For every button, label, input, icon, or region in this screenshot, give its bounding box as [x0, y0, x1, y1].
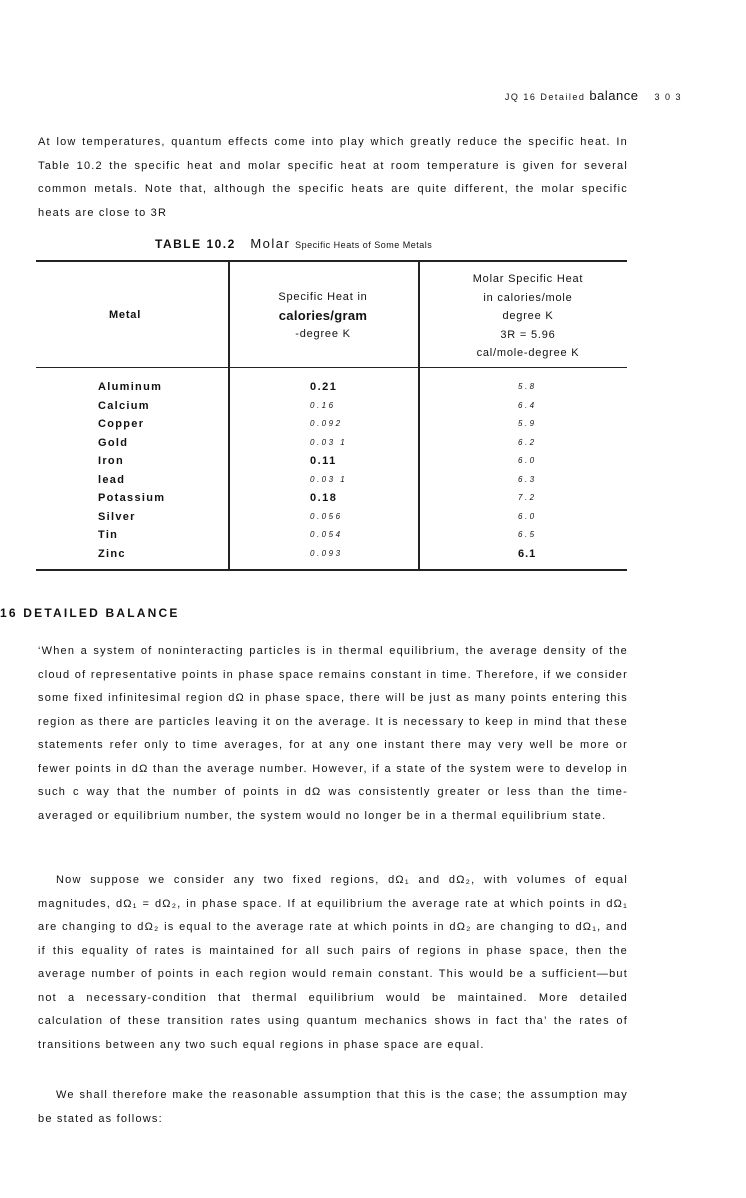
- specific-heat-column: [310, 378, 390, 563]
- table-caption: [155, 236, 432, 251]
- metal-cell: Aluminum: [98, 381, 163, 393]
- metal-cell: lead: [98, 473, 126, 486]
- col-molar-line3: degree K: [502, 310, 554, 322]
- body-paragraph-3: We shall therefore make the reasonable assumption that this is the case; the assumption may be stated as follows:: [38, 1089, 628, 1125]
- metal-cell: Gold: [98, 436, 129, 449]
- table-label: TABLE 10.2: [155, 237, 236, 251]
- header-section: JQ 16 Detailed: [504, 92, 586, 102]
- col-specific-line2: calories/gram: [278, 307, 368, 323]
- molar-heat-cell: 6.4: [518, 400, 537, 410]
- metal-cell: Potassium: [98, 492, 166, 504]
- metal-cell: Calcium: [98, 399, 150, 412]
- specific-heat-cell: 0.11: [310, 455, 337, 467]
- specific-heat-cell: 0.18: [310, 492, 338, 504]
- col-molar-line4: 3R = 5.96: [500, 328, 556, 341]
- specific-heat-cell: 0.054: [310, 530, 343, 539]
- col-specific-line1: Specific Heat in: [278, 291, 368, 303]
- running-header: [505, 88, 682, 103]
- table-caption-word: Molar: [250, 236, 291, 251]
- table-divider-2: [418, 260, 420, 571]
- molar-heat-cell: 6.3: [518, 474, 537, 484]
- molar-heat-cell: 6.1: [518, 547, 537, 560]
- metal-cell: Iron: [98, 455, 124, 467]
- header-title-word: balance: [589, 88, 639, 103]
- table-bottom-rule: [36, 569, 627, 571]
- specific-heat-cell: 0.16: [310, 400, 336, 410]
- table-header-rule: [36, 367, 627, 368]
- col-molar-line1: Molar Specific Heat: [472, 273, 584, 285]
- section-heading: 16 DETAILED BALANCE: [0, 606, 180, 620]
- intro-paragraph: At low temperatures, quantum effects come into play which greatly reduce the specific heat. In Table 10.2 the specific heat and molar specific heat at room temperature is given for several common metals. Note that, although the specific heats are quite different, the molar specific heats are close to 3R: [38, 136, 628, 219]
- specific-heat-cell: 0.092: [310, 419, 343, 428]
- specific-heat-cell: 0.21: [310, 381, 338, 393]
- col-header-molar: [428, 270, 628, 363]
- col-header-metal: Metal: [108, 309, 142, 321]
- specific-heat-cell: 0.093: [310, 548, 343, 558]
- metal-cell: Zinc: [98, 547, 126, 560]
- molar-heat-cell: 6.0: [518, 511, 537, 521]
- body-paragraph-1: ‘When a system of noninteracting particles is in thermal equilibrium, the average density of the cloud of representative points in phase space remains constant in time. Therefore, if we consider some fixed infinitesimal region dΩ in phase space, there will be just as many points entering this region as there are particles leaving it on the average. It is necessary to keep in mind that these statements refer only to time averages, for at any one instant there may very well be more or fewer points in dΩ than the average number. However, if a state of the system were to develop in such c way that the number of points in dΩ was consistently greater or less than the time-averaged or equilibrium number, the system would no longer be in a thermal equilibrium state.: [38, 645, 628, 822]
- metal-column: [98, 378, 165, 563]
- table-caption-rest: Specific Heats of Some Metals: [295, 240, 433, 250]
- molar-heat-cell: 5.8: [518, 382, 537, 391]
- specific-heat-cell: 0.03 1: [310, 437, 348, 447]
- metal-cell: Copper: [98, 418, 145, 430]
- col-header-specific: [238, 288, 408, 344]
- molar-heat-cell: 5.9: [518, 419, 537, 428]
- molar-heat-column: [518, 378, 578, 563]
- table-divider-1: [228, 260, 230, 571]
- specific-heat-cell: 0.03 1: [310, 474, 348, 484]
- body-paragraph-2: Now suppose we consider any two fixed regions, dΩ₁ and dΩ₂, with volumes of equal magnitudes, dΩ₁ = dΩ₂, in phase space. If at equilibrium the average rate at which points in dΩ₁ are changing to dΩ₂ is equal to the average rate at which points in dΩ₂ are changing to dΩ₁, and if this equality of rates is maintained for all such pairs of regions in phase space, then the average number of points in each region would remain constant. This would be a sufficient—but not a necessary-condition that thermal equilibrium would be maintained. More detailed calculation of these transition rates using quantum mechanics shows in fact tha’ the rates of transitions between any two such equal regions in phase space are equal.: [38, 874, 628, 1051]
- metal-cell: Silver: [98, 510, 136, 523]
- molar-heat-cell: 6.5: [518, 530, 537, 539]
- molar-heat-cell: 7.2: [518, 493, 537, 502]
- col-molar-line5: cal/mole-degree K: [476, 347, 580, 359]
- specific-heat-cell: 0.056: [310, 511, 343, 521]
- page-number: 3 0 3: [654, 92, 682, 102]
- molar-heat-cell: 6.2: [518, 437, 537, 447]
- col-specific-line3: -degree K: [295, 328, 351, 340]
- molar-heat-cell: 6.0: [518, 456, 537, 465]
- metal-cell: Tin: [98, 529, 119, 541]
- col-molar-line2: in calories/mole: [483, 291, 573, 304]
- table-top-rule: [36, 260, 627, 262]
